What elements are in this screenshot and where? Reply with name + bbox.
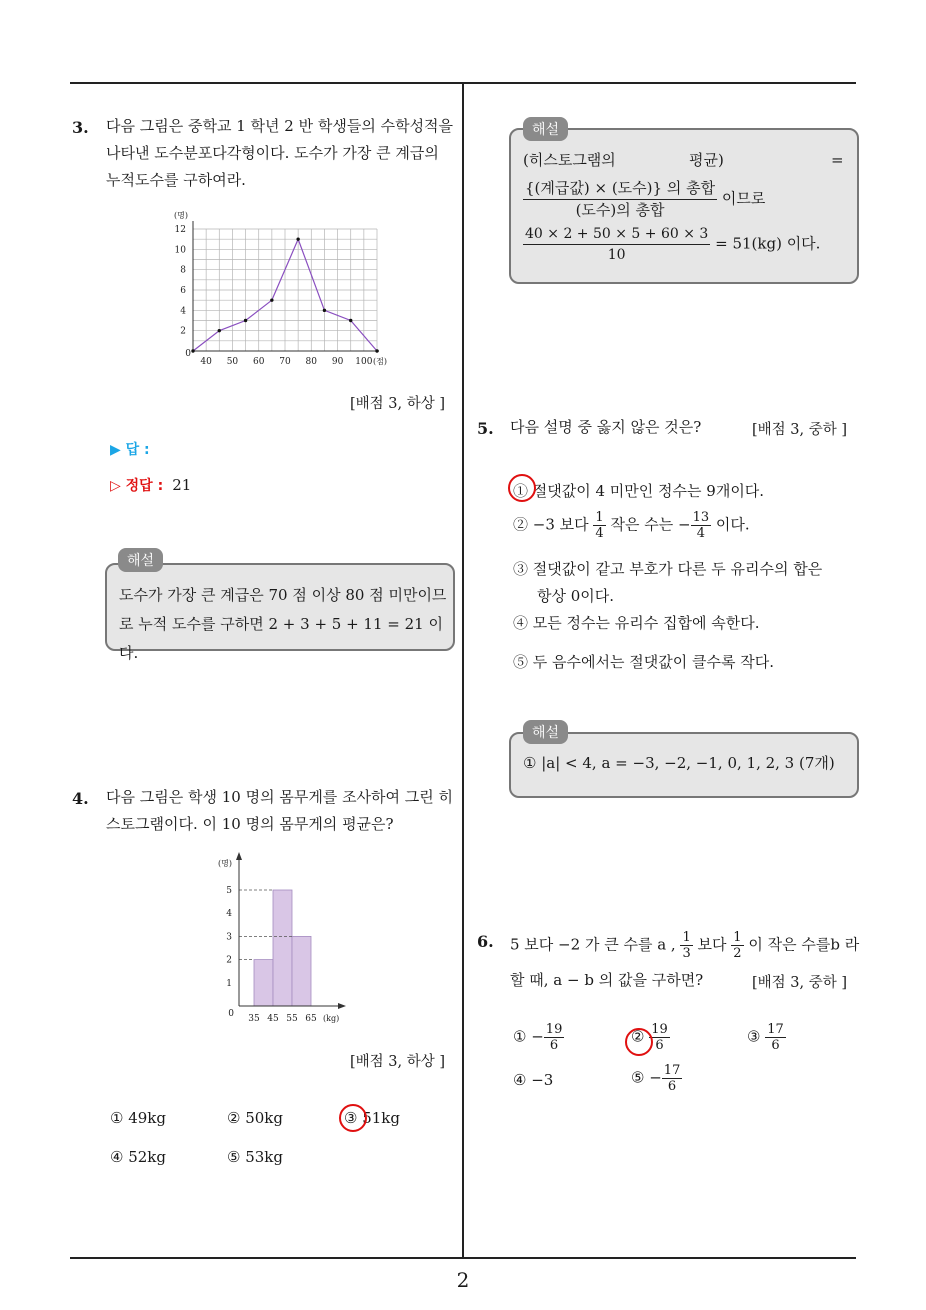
q4-exp-after1: 이므로 <box>721 189 766 208</box>
q4-exp-formula <box>523 178 765 221</box>
q3-explanation-tag: 해설 <box>118 548 163 572</box>
q6-frac1-num: 1 <box>682 930 691 945</box>
x-tick-label: 80 <box>305 357 318 367</box>
data-point <box>270 298 273 301</box>
q5-explanation-tag: 해설 <box>523 720 568 744</box>
q3-line3: 누적도수를 구하여라. <box>106 171 246 189</box>
histogram-bar <box>292 936 311 1006</box>
q5-choice-3[interactable] <box>513 556 822 610</box>
q6-choice-4[interactable]: ④ −3 <box>513 1071 554 1089</box>
question-3-text <box>106 113 456 194</box>
column-divider <box>462 84 464 1257</box>
q6-ch2-den: 6 <box>655 1038 664 1053</box>
histogram-bar <box>254 960 273 1006</box>
data-point <box>375 349 378 352</box>
q3-answer-label: ▶ 답 : <box>110 442 150 458</box>
x-tick-label: 90 <box>331 357 344 367</box>
q4-line2: 스토그램이다. 이 10 명의 몸무게의 평균은? <box>106 815 394 833</box>
bottom-rule <box>70 1257 856 1259</box>
y-tick-label: 8 <box>180 265 186 276</box>
question-4-number: 4. <box>72 789 89 808</box>
y-tick-label: 6 <box>180 286 186 296</box>
x-tick-label: 100 <box>355 357 373 367</box>
q6-ch2-num: 19 <box>651 1022 668 1037</box>
question-6-line2: 할 때, a − b 의 값을 구하면? <box>510 971 704 989</box>
y-tick-label: 0 <box>185 349 191 359</box>
q5-c3-line1: ③ 절댓값이 같고 부호가 다른 두 유리수의 합은 <box>513 560 823 578</box>
q6-ch5-den: 6 <box>667 1079 677 1094</box>
q5-c2-frac2-num: 13 <box>692 510 710 525</box>
q6-ch1-num: 19 <box>545 1022 563 1037</box>
y-tick-label: 2 <box>226 955 232 966</box>
q5-c2-b: 작은 수는 − <box>610 515 691 534</box>
q4-exp-calc <box>523 224 820 265</box>
q4-exp-frac1-den: (도수)의 총합 <box>575 201 665 219</box>
q6-l1-c: 이 작은 수를b 라 <box>748 935 860 954</box>
q5-meta: [배점 3, 중하 ] <box>752 422 848 438</box>
q6-meta: [배점 3, 중하 ] <box>752 975 848 991</box>
question-5-text: 다음 설명 중 옳지 않은 것은? <box>510 418 702 436</box>
q6-ch3-den: 6 <box>771 1038 780 1053</box>
q6-l1-a: 5 보다 −2 가 큰 수를 a , <box>510 935 676 954</box>
y-tick-label: 0 <box>228 1009 234 1019</box>
q6-frac2-num: 1 <box>733 930 742 945</box>
q3-meta: [배점 3, 하상 ] <box>350 396 446 412</box>
y-axis-arrow <box>236 852 242 860</box>
q4-exp-frac2-den: 10 <box>607 247 626 263</box>
q4-choice-1[interactable]: ① 49kg <box>110 1109 166 1127</box>
x-tick-label: 60 <box>252 357 265 367</box>
q5-choice-1[interactable]: ① 절댓값이 4 미만인 정수는 9개이다. <box>513 482 765 500</box>
q5-choice-2[interactable] <box>513 510 750 541</box>
q5-c2-a: ② −3 보다 <box>513 515 589 534</box>
x-tick-label: 70 <box>279 357 291 367</box>
q5-c2-frac-den: 4 <box>595 526 604 541</box>
data-point <box>323 309 326 312</box>
x-axis-label: (kg) <box>323 1014 340 1023</box>
q6-l1-b: 보다 <box>697 935 727 954</box>
q4-histogram-chart <box>212 848 352 1026</box>
q3-explanation-box <box>105 563 455 662</box>
q5-c2-c: 이다. <box>715 515 750 534</box>
q6-ch1-a: ① − <box>513 1027 544 1046</box>
q5-choice-4[interactable]: ④ 모든 정수는 유리수 집합에 속한다. <box>513 614 760 632</box>
q3-frequency-polygon-chart <box>170 205 395 375</box>
q5-selected-answer-circle <box>508 474 536 502</box>
y-tick-label: 2 <box>180 326 186 337</box>
x-tick-label: 40 <box>200 357 212 367</box>
q4-exp-line1-b: 평균) <box>689 151 724 169</box>
question-4-text <box>106 784 461 838</box>
page-number: 2 <box>456 1268 470 1292</box>
y-tick-label: 10 <box>174 245 186 256</box>
data-point <box>191 349 194 352</box>
y-axis-label: (명) <box>174 211 188 220</box>
q5-c2-frac-num: 1 <box>595 510 604 525</box>
q4-exp-after2: = 51(kg) 이다. <box>715 234 821 253</box>
x-tick-label: 45 <box>267 1014 279 1024</box>
x-tick-label: 65 <box>305 1014 317 1024</box>
q3-explanation-line2: 로 누적 도수를 구하면 2 + 3 + 5 + 11 = 21 이다. <box>119 615 443 662</box>
question-6-number: 6. <box>477 932 494 951</box>
y-tick-label: 5 <box>226 886 232 896</box>
q4-explanation-tag: 해설 <box>523 117 568 141</box>
q4-exp-frac2-num: 40 × 2 + 50 × 5 + 60 × 3 <box>523 224 710 245</box>
q6-selected-answer-circle <box>625 1028 653 1056</box>
q3-explanation-line1: 도수가 가장 큰 계급은 70 점 이상 80 점 미만이므 <box>119 586 447 604</box>
q6-choice-3[interactable] <box>747 1022 786 1053</box>
q6-frac2-den: 2 <box>733 946 742 961</box>
data-point <box>244 319 247 322</box>
q6-ch5-num: 17 <box>663 1063 681 1078</box>
q3-line2: 나타낸 도수분포다각형이다. 도수가 가장 큰 계급의 <box>106 144 439 162</box>
q4-choice-3[interactable]: ③ 51kg <box>344 1109 400 1127</box>
q4-exp-line1-c: = <box>831 151 844 169</box>
q4-choice-4[interactable]: ④ 52kg <box>110 1148 166 1166</box>
data-point <box>296 237 299 240</box>
q6-choice-5[interactable] <box>631 1063 682 1094</box>
q6-ch2-a: ② <box>631 1027 645 1046</box>
data-point <box>218 329 221 332</box>
q4-meta: [배점 3, 하상 ] <box>350 1054 446 1070</box>
q6-frac1-den: 3 <box>682 946 691 961</box>
x-axis-label: (점) <box>373 357 387 366</box>
y-axis-label: (명) <box>218 859 232 868</box>
y-tick-label: 4 <box>226 909 232 920</box>
question-3-number: 3. <box>72 118 89 137</box>
q5-c2-frac2-den: 4 <box>696 526 705 541</box>
y-tick-label: 3 <box>226 932 232 943</box>
q4-exp-line1-a: (히스토그램의 <box>523 151 616 169</box>
y-tick-label: 4 <box>180 306 186 317</box>
q3-line1: 다음 그림은 중학교 1 학년 2 반 학생들의 수학성적을 <box>106 117 454 135</box>
q4-choice-2[interactable]: ② 50kg <box>227 1109 283 1127</box>
x-axis-arrow <box>338 1003 346 1009</box>
q5-explanation-text: ① |a| < 4, a = −3, −2, −1, 0, 1, 2, 3 (7개) <box>523 754 835 772</box>
x-tick-label: 55 <box>286 1014 298 1024</box>
q4-selected-answer-circle <box>339 1104 367 1132</box>
q4-exp-frac1-num: {(계급값) × (도수)} 의 총합 <box>523 178 717 200</box>
q6-ch3-a: ③ <box>747 1027 761 1046</box>
q3-correct-answer <box>110 475 191 495</box>
data-point <box>349 319 352 322</box>
q5-choice-5[interactable]: ⑤ 두 음수에서는 절댓값이 클수록 작다. <box>513 653 774 671</box>
q6-ch3-num: 17 <box>767 1022 784 1037</box>
q3-correct-value: 21 <box>172 476 192 494</box>
q6-ch5-a: ⑤ − <box>631 1068 662 1087</box>
y-tick-label: 12 <box>174 225 186 235</box>
q4-line1: 다음 그림은 학생 10 명의 몸무게를 조사하여 그린 히 <box>106 788 454 806</box>
q6-choice-1[interactable] <box>513 1022 564 1053</box>
q5-c3-line2: 항상 0이다. <box>537 587 615 605</box>
q3-correct-label: ▷ 정답 : <box>110 478 164 494</box>
q4-choice-5[interactable]: ⑤ 53kg <box>227 1148 283 1166</box>
q4-explanation-box <box>509 128 859 284</box>
question-5-number: 5. <box>477 419 494 438</box>
y-tick-label: 1 <box>226 978 232 989</box>
histogram-bar <box>273 890 292 1006</box>
q6-ch1-den: 6 <box>549 1038 559 1053</box>
question-6-line1 <box>510 930 859 961</box>
x-tick-label: 50 <box>226 357 239 367</box>
x-tick-label: 35 <box>248 1014 260 1024</box>
